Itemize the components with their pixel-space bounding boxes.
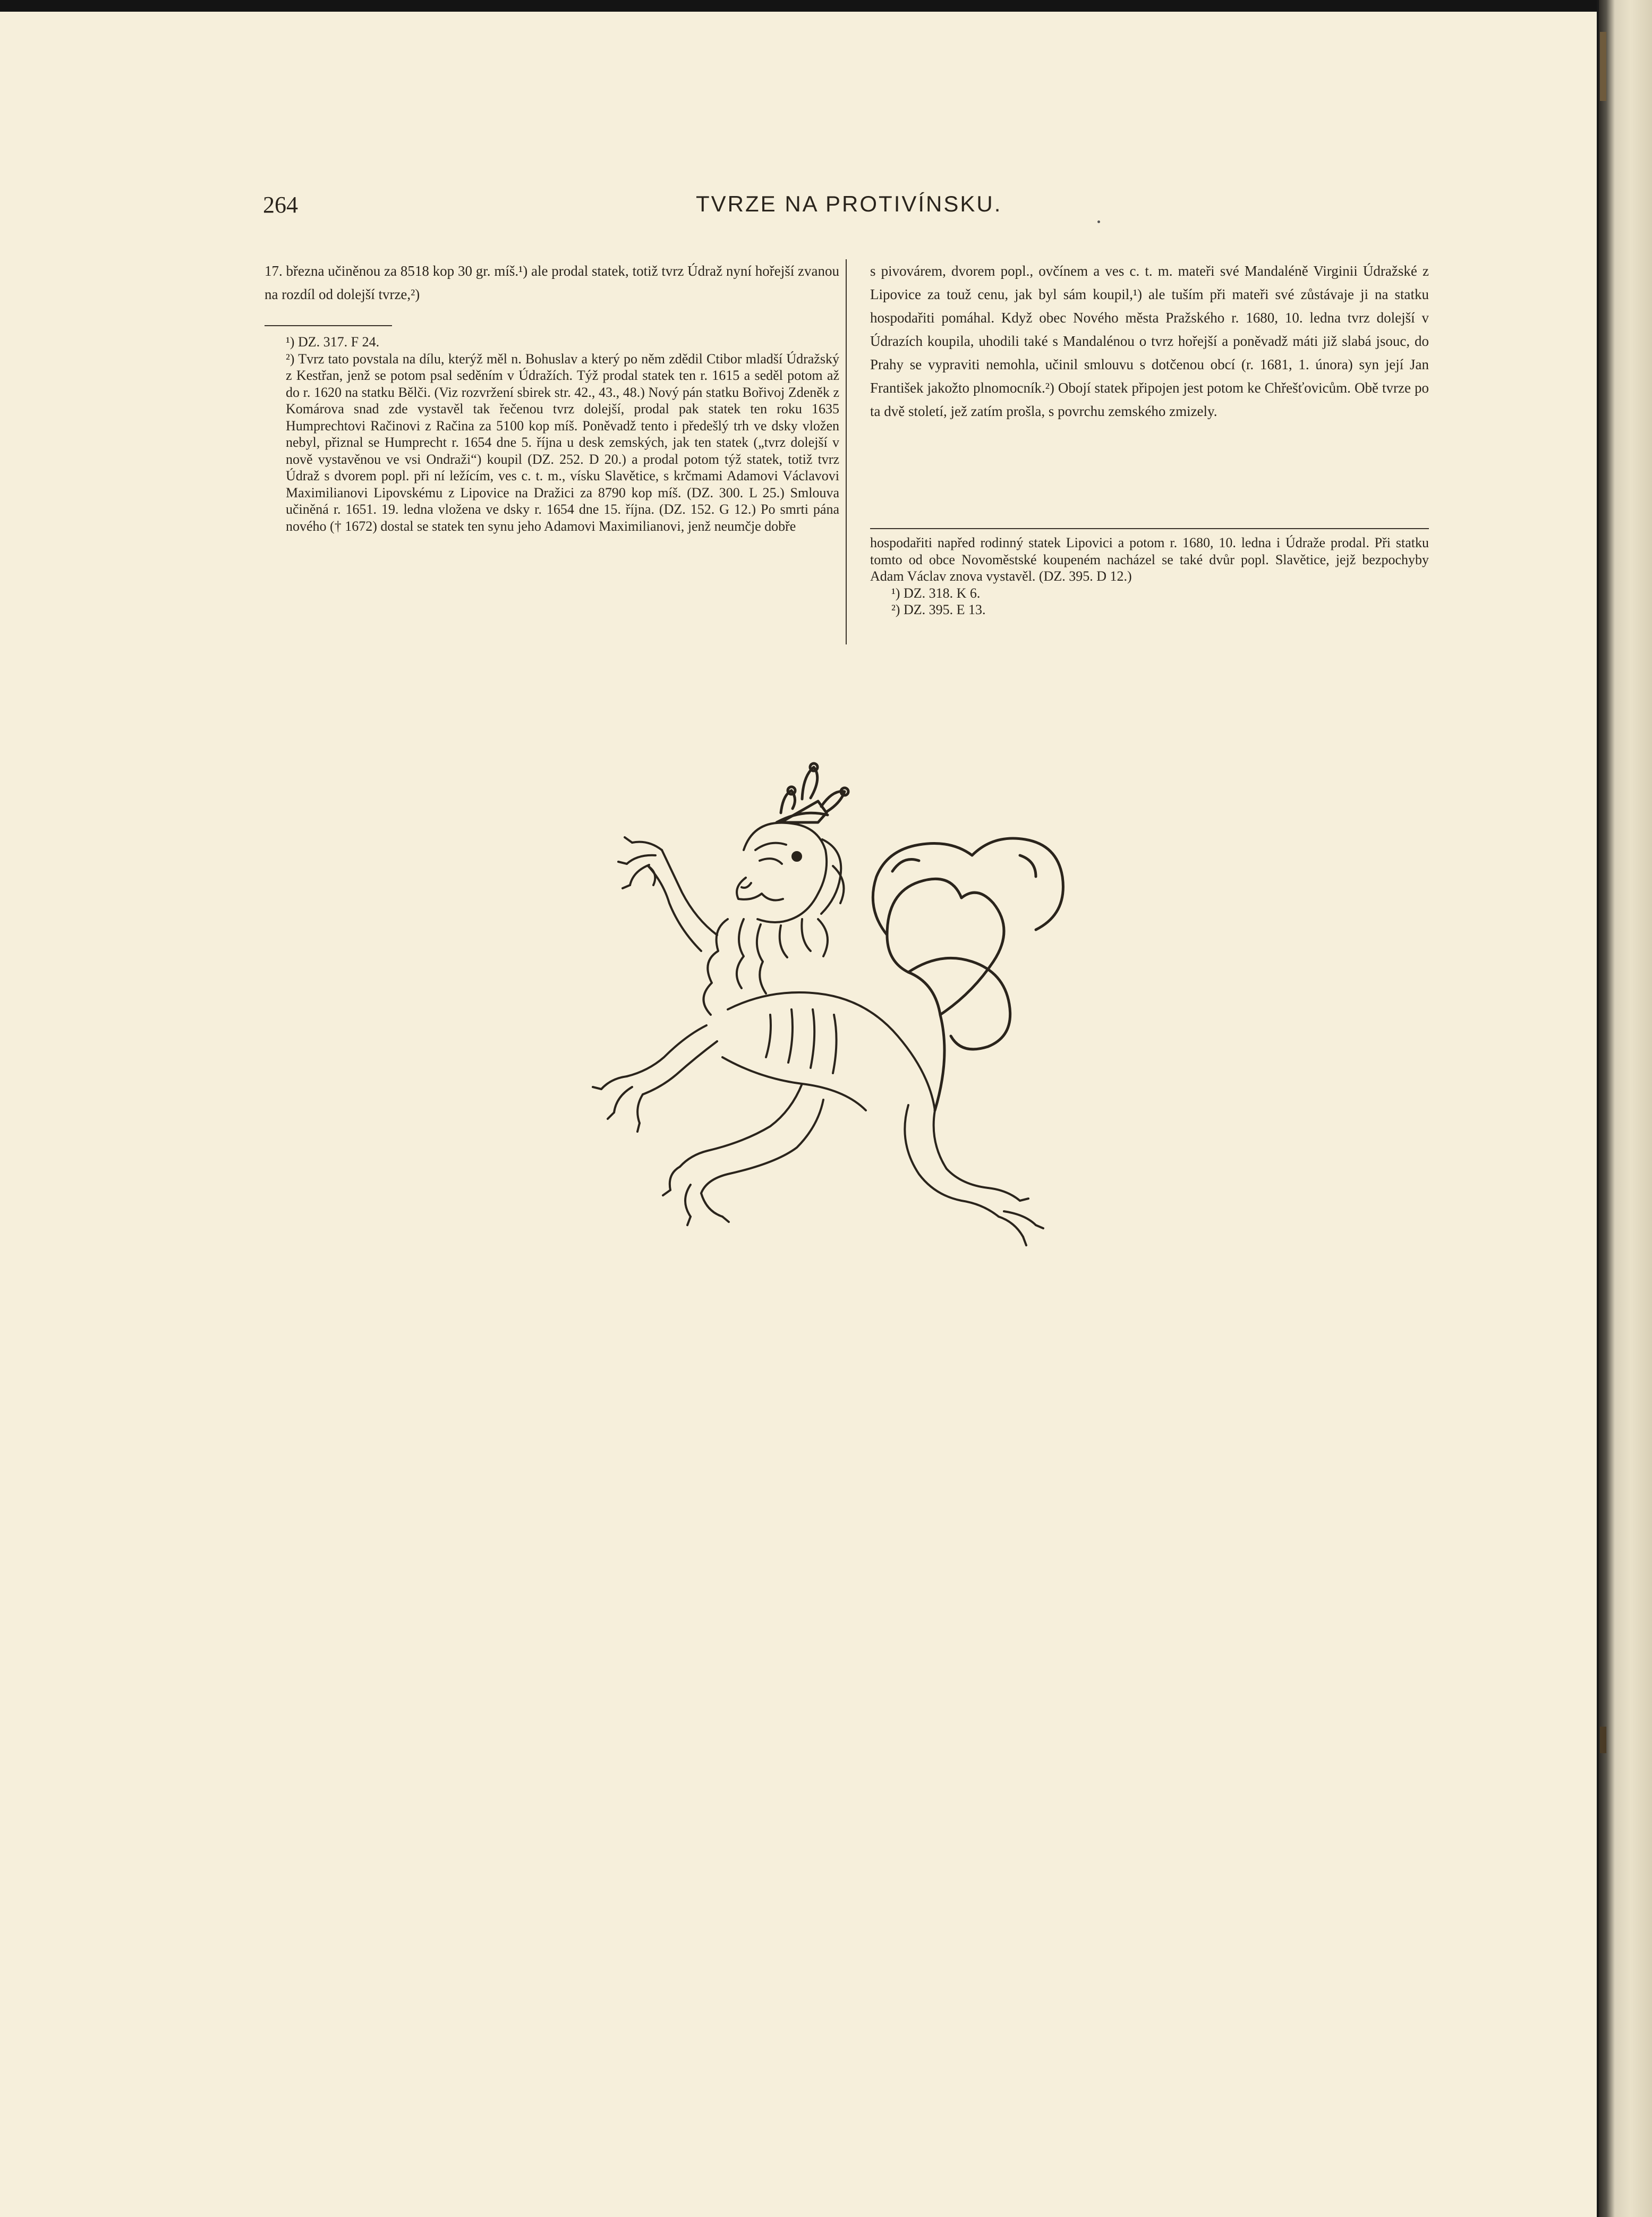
edge-mark [1600,32,1606,101]
running-title: TVRZE NA PROTIVÍNSKU. [696,191,1002,216]
footnote-1: ¹) DZ. 317. F 24. [286,334,380,350]
page-number: 264 [263,192,298,218]
edge-mark [1600,1727,1606,1753]
page-edge [1599,0,1652,2217]
footnote-1: ¹) DZ. 318. K 6. [891,585,981,601]
footnote-rule [265,325,392,326]
footnote-2: ²) DZ. 395. E 13. [891,602,986,617]
left-footnotes [265,334,839,534]
column-rule [846,259,847,644]
top-scan-border [0,0,1652,12]
left-main-text: 17. března učiněnou za 8518 kop 30 gr. míš.¹) ale prodal statek, totiž tvrz Údraž nyní hořejší zvanou na rozdíl od dolejší tvrze,²) [265,263,839,302]
bohemian-lion-icon [568,760,1089,1259]
print-speck [1097,220,1100,223]
footnote-continuation: hospodařiti napřed rodinný statek Lipovici a potom r. 1680, 10. ledna i Údraže prodal. Při statku tomto od obce Novoměstské koupeném nacházel se také dvůr popl. Slavětice, jejž bezpochyby Adam Václav znova vystavěl. (DZ. 395. D 12.) [870,535,1429,584]
footnote-rule [870,528,1429,529]
footnote-2: ²) Tvrz tato povstala na dílu, kterýž měl n. Bohuslav a který po něm zdědil Ctibor mladší Údražský z Kestřan, jenž se potom psal seděním v Údražích. Týž prodal statek ten r. 1615 a seděl potom až do r. 1620 na statku Bělči. (Viz rozvržení sbirek str. 42., 43., 48.) Nový pán statku Bořivoj Zdeněk z Komárova snad zde vystavěl tak řečenou tvrz dolejší, prodal pak statek ten roku 1635 Humprechtovi Račinovi z Račina za 5100 kop míš. Poněvadž tento i předešlý trh ve dsky vložen nebyl, přiznal se Humprecht r. 1654 dne 5. října u desk zemských, jak ten statek („tvrz dolejší v nově vystavěnou ve vsi Ondraži“) koupil (DZ. 252. D 20.) a prodal potom týž statek, totiž tvrz Údraž s dvorem popl. při ní ležícím, ves c. t. m., vísku Slavětice, s krčmami Adamovi Václavovi Maximilianovi Lipovskému z Lipovice na Dražici za 8790 kop míš. (DZ. 300. L 25.) Smlouva učiněná r. 1651. 19. ledna vložena ve dsky r. 1654 dne 15. října. (DZ. 152. G 12.) Po smrti pána nového († 1672) dostal se statek ten synu jeho Adamovi Maximilianovi, jenž neumčje dobře [286,351,839,534]
right-column [870,259,1429,423]
right-footnotes [870,534,1429,618]
right-main-text: s pivovárem, dvorem popl., ovčínem a ves c. t. m. mateři své Mandaléně Virginii Údražské z Lipovice za touž cenu, jak byl sám koupil,¹) ale tuším při mateři své zůstávaje ji na statku hospodařiti pomáhal. Když obec Nového města Pražského r. 1680, 10. ledna tvrz dolejší v Údrazích koupila, uhodili také s Mandalénou o tvrz hořejší a poněvadž máti již slabá jsouc, do Prahy se vypraviti nemohla, učinil smlouvu s dotčenou obcí (r. 1681, 1. února) syn její Jan František jakožto plnomocník.²) Obojí statek připojen jest potom ke Chřešťovicům. Obě tvrze po ta dvě století, jež zatím prošla, s povrchu zemského zmizely. [870,263,1429,419]
left-column [265,259,839,306]
